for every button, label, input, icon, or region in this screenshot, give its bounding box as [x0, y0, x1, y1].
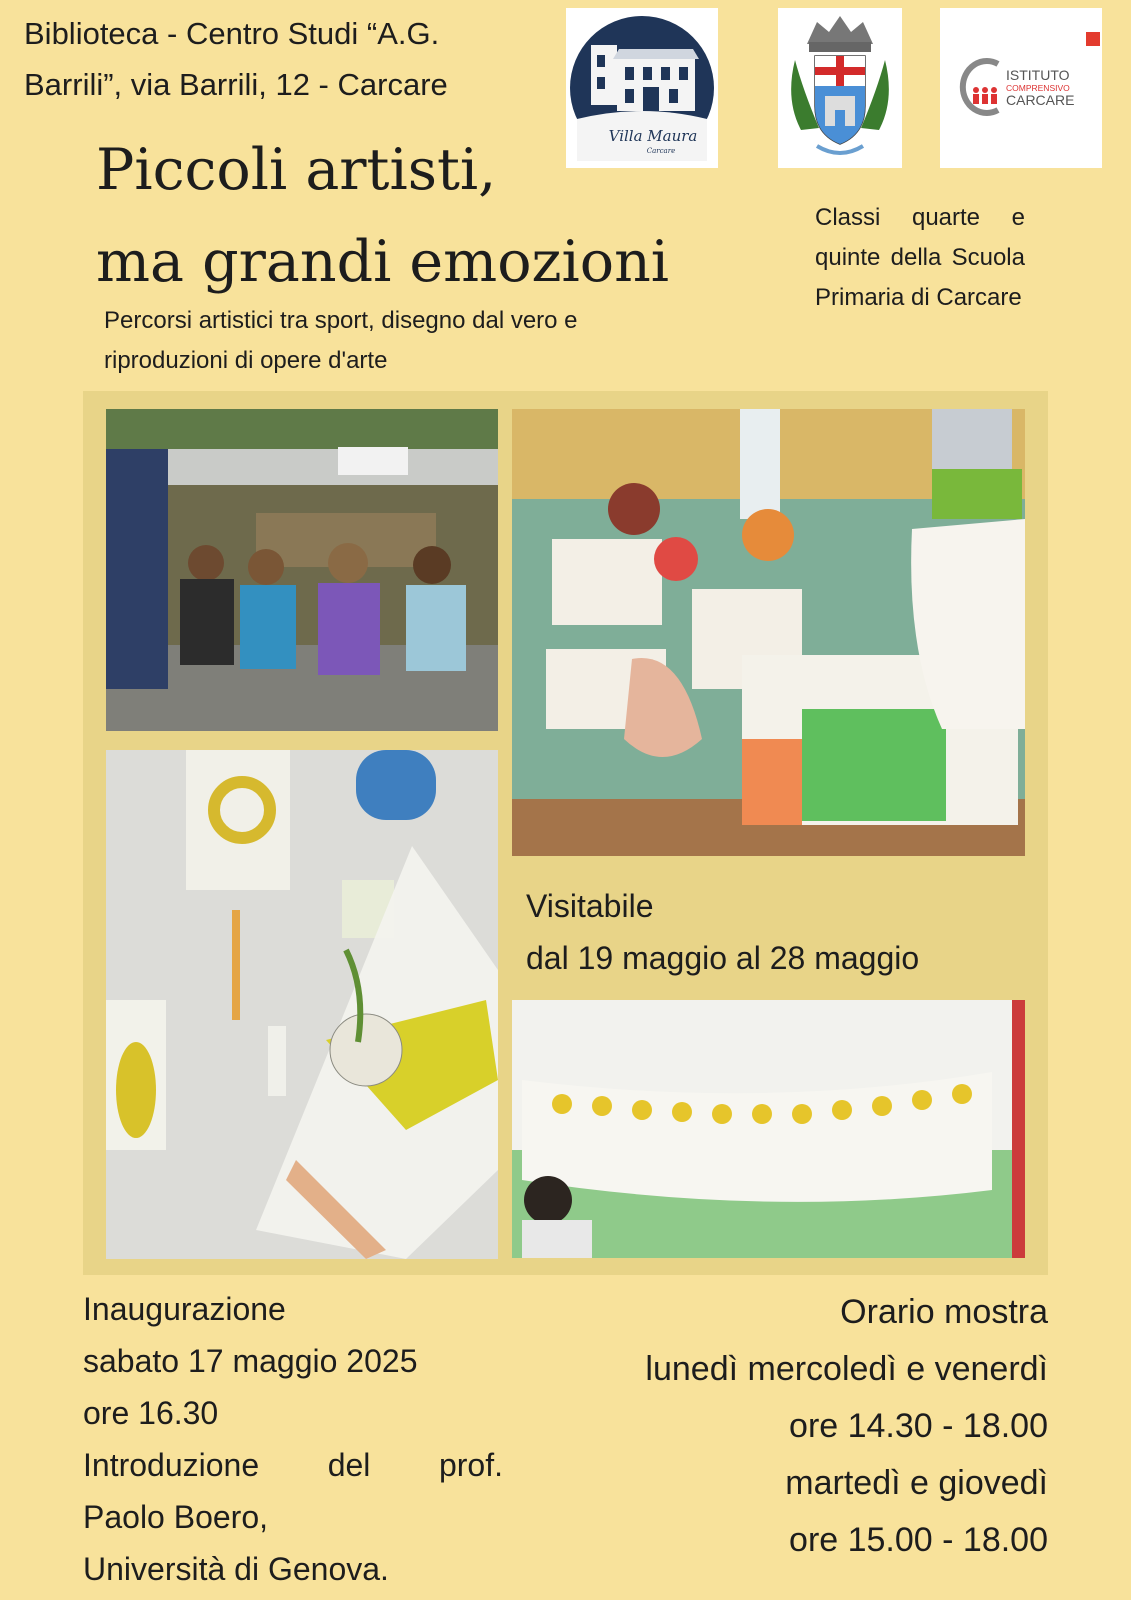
hours-heading: Orario mostra — [840, 1293, 1048, 1331]
title-line-2: ma grandi emozioni — [96, 229, 670, 295]
hours-time-1: ore 14.30 - 18.00 — [789, 1407, 1048, 1445]
visiting-dates — [526, 880, 919, 984]
institute-logo-line-1: ISTITUTO — [1006, 67, 1070, 83]
hours-days-2: martedì e giovedì — [785, 1464, 1048, 1502]
visiting-range: dal 19 maggio al 28 maggio — [526, 940, 920, 976]
subtitle-line-2: riproduzioni di opere d'arte — [104, 347, 388, 374]
institute-logo-line-2: COMPRENSIVO — [1006, 83, 1070, 93]
venue-line-2: Barrili”, via Barrili, 12 - Carcare — [24, 67, 448, 102]
photo-sunflower-painting — [106, 750, 498, 1259]
exhibition-subtitle — [104, 301, 684, 381]
subtitle-line-1: Percorsi artistici tra sport, disegno dal vero e — [104, 307, 578, 334]
inauguration-speaker: Paolo Boero, — [83, 1499, 269, 1535]
institute-logo-line-3: CARCARE — [1006, 92, 1075, 108]
istituto-comprensivo-logo — [940, 8, 1102, 168]
opening-hours — [528, 1284, 1048, 1569]
inauguration-info — [83, 1283, 503, 1595]
intro-word-2: del — [327, 1447, 371, 1483]
inauguration-time: ore 16.30 — [83, 1395, 219, 1431]
venue-address — [24, 8, 554, 110]
photo-sunflower-garland — [512, 1000, 1025, 1258]
hours-time-2: ore 15.00 - 18.00 — [789, 1521, 1048, 1559]
venue-line-1: Biblioteca - Centro Studi “A.G. — [24, 16, 440, 51]
intro-word-1: Introduzione — [83, 1447, 260, 1483]
visiting-label: Visitabile — [526, 888, 654, 924]
photo-children-garden — [106, 409, 498, 731]
inauguration-date: sabato 17 maggio 2025 — [83, 1343, 418, 1379]
villa-logo-text: Villa Maura — [608, 127, 698, 145]
villa-logo-sub: Carcare — [646, 147, 676, 155]
photo-artworks-table — [512, 409, 1025, 856]
intro-word-3: prof. — [438, 1447, 503, 1483]
hours-days-1: lunedì mercoledì e venerdì — [645, 1350, 1048, 1388]
participating-classes: Classi quarte e quinte della Scuola Primaria di Carcare — [815, 204, 1025, 311]
exhibition-title — [96, 124, 669, 308]
inauguration-heading: Inaugurazione — [83, 1291, 286, 1327]
inauguration-affiliation: Università di Genova. — [83, 1551, 389, 1587]
municipal-crest-logo — [778, 8, 902, 168]
inauguration-intro — [83, 1439, 503, 1491]
title-line-1: Piccoli artisti, — [96, 137, 497, 203]
